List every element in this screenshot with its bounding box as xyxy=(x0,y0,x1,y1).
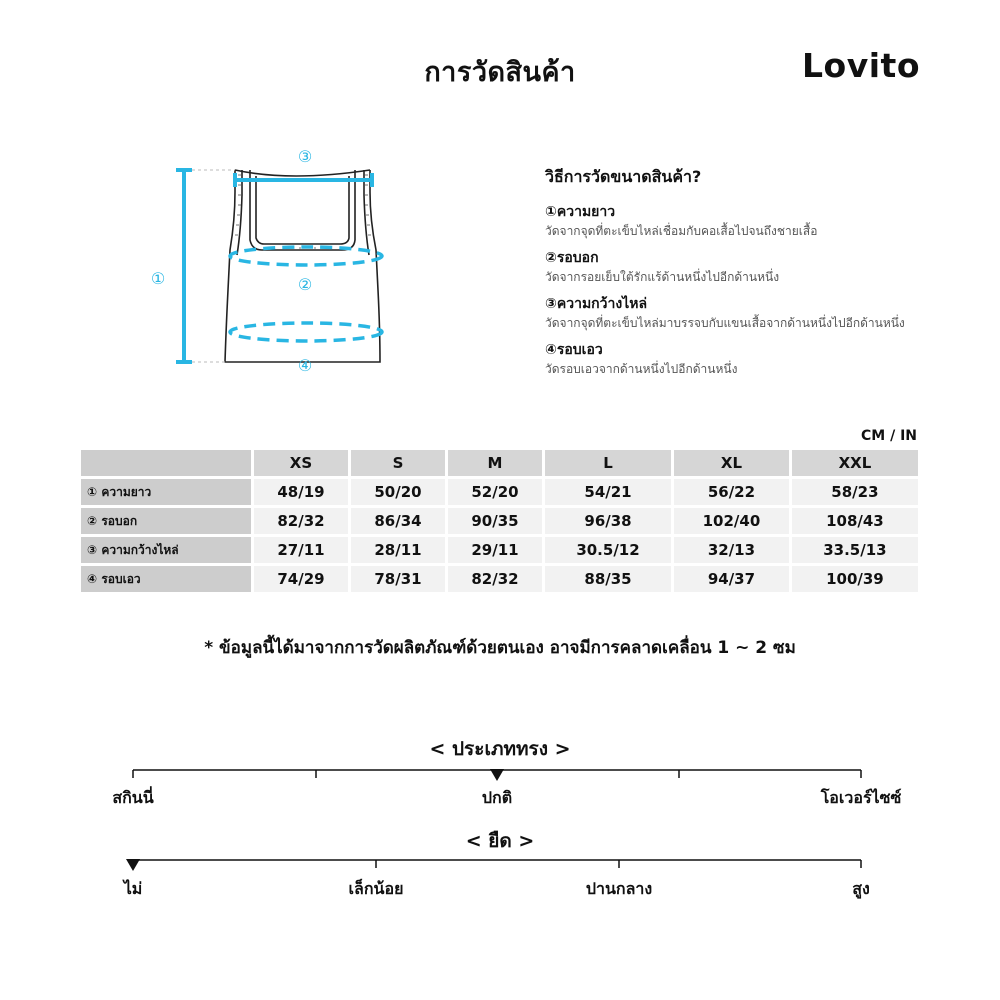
fit-selected-marker xyxy=(490,769,504,781)
table-cell: 94/37 xyxy=(674,566,789,592)
size-header: XL xyxy=(674,450,789,476)
guide-heading: วิธีการวัดขนาดสินค้า? xyxy=(545,167,702,186)
table-cell: 86/34 xyxy=(351,508,445,534)
guide-item-title: ②รอบอก xyxy=(545,250,599,266)
table-corner xyxy=(81,450,251,476)
table-row xyxy=(81,479,918,505)
table-cell: 33.5/13 xyxy=(792,537,918,563)
page-title: การวัดสินค้า xyxy=(424,57,576,88)
table-cell: 29/11 xyxy=(448,537,542,563)
measurement-note: * ข้อมูลนี้ได้มาจากการวัดผลิตภัณฑ์ด้วยตนเอง อาจมีการคลาดเคลื่อน 1 ~ 2 ซม xyxy=(204,638,796,658)
table-row xyxy=(81,508,918,534)
marker-waist: ④ xyxy=(297,356,313,375)
row-label: ④ รอบเอว xyxy=(81,566,251,592)
waist-measure-ellipse xyxy=(230,323,382,341)
stretch-scale-bar xyxy=(0,850,1000,880)
fit-label-regular: ปกติ xyxy=(481,788,513,807)
table-cell: 108/43 xyxy=(792,508,918,534)
table-cell: 32/13 xyxy=(674,537,789,563)
unit-label: CM / IN xyxy=(861,428,917,444)
stretch-label-medium: ปานกลาง xyxy=(585,879,653,898)
stretch-label-high: สูง xyxy=(852,879,870,898)
size-header: L xyxy=(545,450,671,476)
size-table xyxy=(78,447,921,595)
guide-item-title: ④รอบเอว xyxy=(545,342,603,358)
table-cell: 48/19 xyxy=(254,479,348,505)
row-label: ② รอบอก xyxy=(81,508,251,534)
table-cell: 100/39 xyxy=(792,566,918,592)
table-cell: 56/22 xyxy=(674,479,789,505)
table-header-row xyxy=(81,450,918,476)
marker-length: ① xyxy=(150,269,166,288)
guide-item-desc: วัดจากจุดที่ตะเข็บไหล่เชื่อมกับคอเสื้อไปจนถึงชายเสื้อ xyxy=(545,224,818,238)
row-label: ① ความยาว xyxy=(81,479,251,505)
size-header: M xyxy=(448,450,542,476)
table-cell: 54/21 xyxy=(545,479,671,505)
table-cell: 82/32 xyxy=(254,508,348,534)
table-cell: 50/20 xyxy=(351,479,445,505)
stretch-selected-marker xyxy=(126,859,140,871)
fit-scale-title: < ประเภททรง > xyxy=(429,738,571,760)
table-cell: 90/35 xyxy=(448,508,542,534)
brand-logo: Lovito xyxy=(802,46,920,85)
table-cell: 27/11 xyxy=(254,537,348,563)
table-row xyxy=(81,537,918,563)
fit-label-skinny: สกินนี่ xyxy=(112,788,154,807)
guide-item-title: ①ความยาว xyxy=(545,204,616,220)
guide-item-length xyxy=(545,202,985,240)
fit-label-oversize: โอเวอร์ไซซ์ xyxy=(820,788,902,807)
table-cell: 78/31 xyxy=(351,566,445,592)
guide-item-shoulder xyxy=(545,294,985,332)
garment-measurement-diagram xyxy=(140,140,420,390)
table-cell: 52/20 xyxy=(448,479,542,505)
guide-item-desc: วัดจากรอยเย็บใต้รักแร้ด้านหนึ่งไปอีกด้านหนึ่ง xyxy=(545,270,780,284)
table-cell: 82/32 xyxy=(448,566,542,592)
table-cell: 58/23 xyxy=(792,479,918,505)
guide-item-desc: วัดรอบเอวจากด้านหนึ่งไปอีกด้านหนึ่ง xyxy=(545,362,738,376)
table-cell: 88/35 xyxy=(545,566,671,592)
table-cell: 74/29 xyxy=(254,566,348,592)
guide-item-title: ③ความกว้างไหล่ xyxy=(545,296,648,312)
stretch-label-none: ไม่ xyxy=(123,879,143,898)
marker-shoulder: ③ xyxy=(297,147,313,166)
stretch-scale-title: < ยืด > xyxy=(465,830,535,852)
row-label: ③ ความกว้างไหล่ xyxy=(81,537,251,563)
table-cell: 102/40 xyxy=(674,508,789,534)
table-row xyxy=(81,566,918,592)
table-cell: 30.5/12 xyxy=(545,537,671,563)
length-measure-line xyxy=(176,170,192,362)
guide-item-waist xyxy=(545,340,985,378)
size-header: XXL xyxy=(792,450,918,476)
stretch-label-slight: เล็กน้อย xyxy=(348,879,404,898)
guide-item-desc: วัดจากจุดที่ตะเข็บไหล่มาบรรจบกับแขนเสื้อจากด้านหนึ่งไปอีกด้านหนึ่ง xyxy=(545,316,905,330)
table-cell: 96/38 xyxy=(545,508,671,534)
measurement-guide xyxy=(545,165,985,386)
size-header: S xyxy=(351,450,445,476)
size-header: XS xyxy=(254,450,348,476)
guide-item-bust xyxy=(545,248,985,286)
table-cell: 28/11 xyxy=(351,537,445,563)
marker-bust: ② xyxy=(297,275,313,294)
